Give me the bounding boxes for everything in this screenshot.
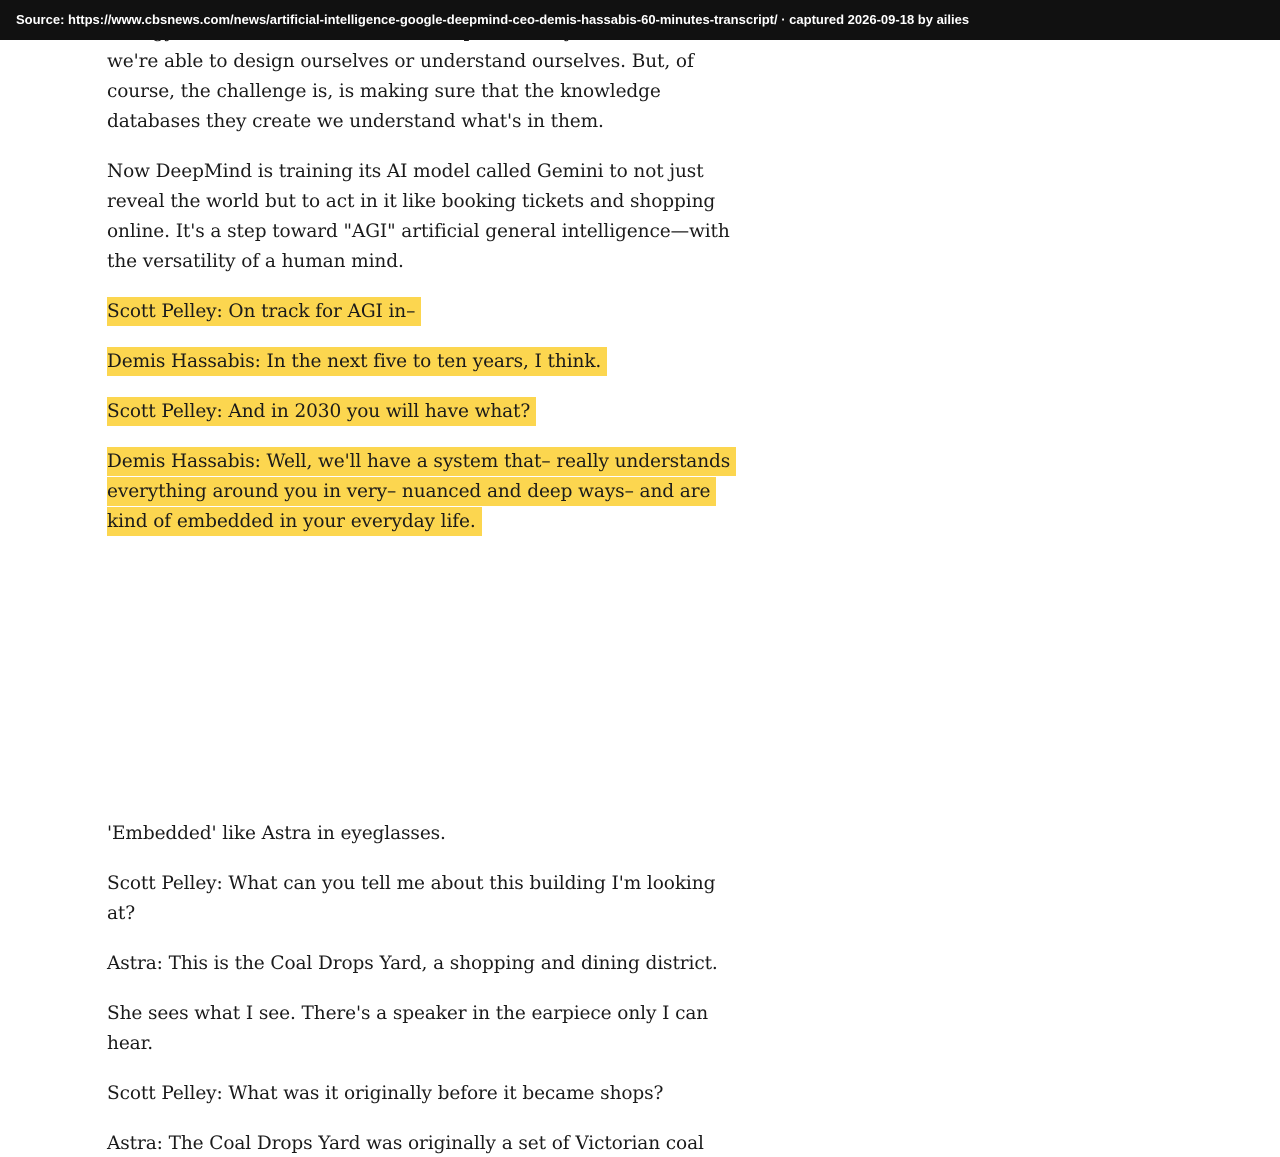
article-paragraph: Now DeepMind is training its AI model called Gemini to not just reveal the world but to act in it like booking tickets and shopping online. It's a step toward "AGI" artificial general intelligence—with the versatility of a human mind. [107,161,730,272]
article-body-main [107,47,741,1157]
highlighted-quote: Demis Hassabis: In the next five to ten years, I think. [107,347,607,376]
quote-line [107,347,741,377]
article-paragraph: She sees what I see. There's a speaker in the earpiece only I can hear. [107,1003,709,1054]
ad-placeholder [107,557,741,819]
article-paragraph: Scott Pelley: What can you tell me about this building I'm looking at? [107,873,716,924]
quote-line [107,397,741,427]
article-paragraph: Astra: This is the Coal Drops Yard, a shopping and dining district. [107,953,718,974]
highlighted-quote: Demis Hassabis: Well, we'll have a system that– really understands everything around you in very– nuanced and deep ways– and are kind of embedded in your everyday life. [107,447,736,536]
article-paragraph: 'Embedded' like Astra in eyeglasses. [107,823,446,844]
article-paragraph: Scott Pelley: What was it originally before it became shops? [107,1083,664,1104]
quote-line [107,447,741,537]
article-paragraph: Astra: The Coal Drops Yard was originally a set of Victorian coal [107,1133,704,1154]
highlighted-quote: Scott Pelley: On track for AGI in– [107,297,421,326]
source-bar: Source: https://www.cbsnews.com/news/artificial-intelligence-google-deepmind-ceo-demis-hassabis-60-minutes-transcript/ · captured 2026-09-18 by ailies [0,0,1280,40]
article-paragraph: we're able to design ourselves or understand ourselves. But, of course, the challenge is, is making sure that the knowledge databases they create we understand what's in them. [107,51,694,132]
highlighted-quote: Scott Pelley: And in 2030 you will have what? [107,397,536,426]
quote-line [107,297,741,327]
